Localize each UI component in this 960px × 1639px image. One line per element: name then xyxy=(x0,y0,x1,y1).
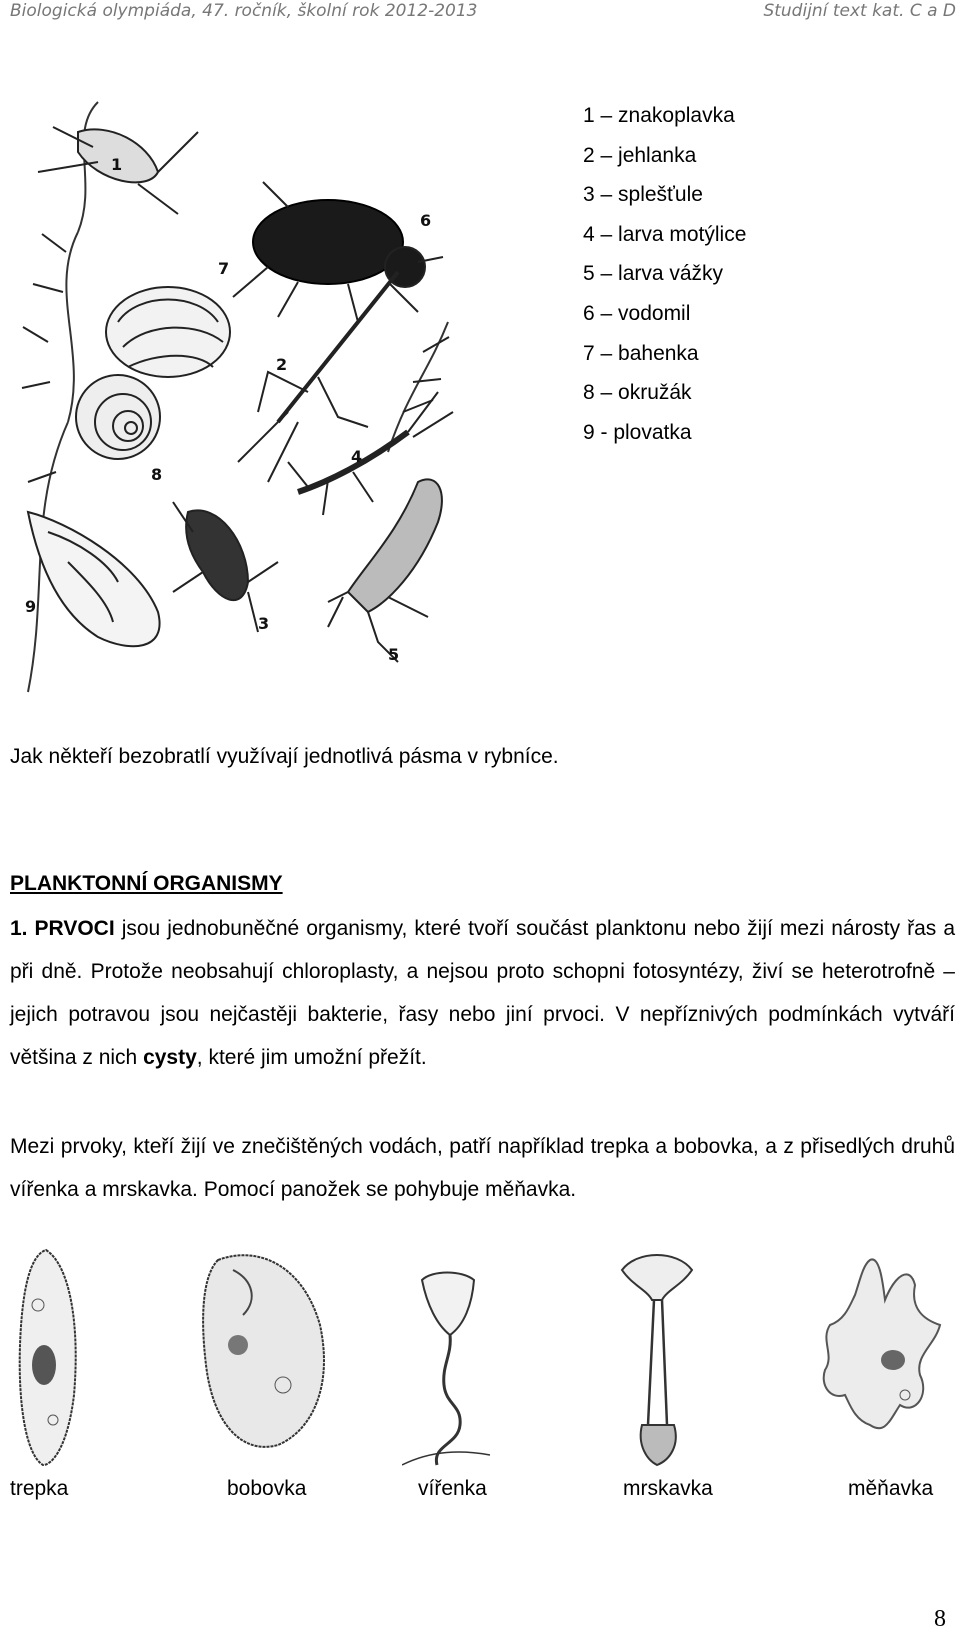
legend-item: 6 – vodomil xyxy=(583,301,691,325)
page-header xyxy=(0,0,960,26)
figure-label-3: 3 xyxy=(258,614,270,633)
figure-label-8: 8 xyxy=(151,465,163,484)
legend-item: 7 – bahenka xyxy=(583,341,699,365)
section-title: PLANKTONNÍ ORGANISMY xyxy=(10,872,283,895)
mrskavka-illustration xyxy=(612,1245,702,1470)
figure-label-7: 7 xyxy=(218,259,230,278)
organism-label-trepka: trepka xyxy=(10,1477,69,1500)
legend-item: 3 – splešťule xyxy=(583,183,703,207)
figure-legend xyxy=(583,103,746,459)
pond-invertebrates-illustration xyxy=(8,92,478,712)
header-left: Biologická olympiáda, 47. ročník, školní rok 2012-2013 xyxy=(10,1,478,21)
figure-label-5: 5 xyxy=(388,645,400,664)
organism-label-menavka: měňavka xyxy=(848,1477,934,1500)
paragraph-polluted-water: Mezi prvoky, kteří žijí ve znečištěných vodách, patří například trepka a bobovka, a z přisedlých druhů vířenka a mrskavka. Pomocí panožek se pohybuje měňavka. xyxy=(10,1135,955,1201)
trepka-illustration xyxy=(8,1245,88,1470)
page-number: 8 xyxy=(934,1606,946,1632)
header-right: Studijní text kat. C a D xyxy=(763,1,956,21)
paragraph-protozoa xyxy=(10,907,955,1079)
menavka-illustration xyxy=(815,1245,945,1470)
legend-item: 5 – larva vážky xyxy=(583,262,724,286)
legend-item: 1 – znakoplavka xyxy=(583,104,735,127)
figure-label-9: 9 xyxy=(25,597,37,616)
figure-label-4: 4 xyxy=(351,447,363,466)
figure-label-1: 1 xyxy=(111,155,123,174)
paragraph-heading: 1. PRVOCI xyxy=(10,917,115,940)
organism-label-mrskavka: mrskavka xyxy=(623,1477,713,1500)
paragraph-text: , které jim umožní přežít. xyxy=(196,1046,427,1069)
organism-label-virenka: vířenka xyxy=(418,1477,487,1500)
virenka-illustration xyxy=(402,1245,492,1470)
legend-item: 4 – larva motýlice xyxy=(583,222,747,246)
paragraph-text: jsou jednobuněčné organismy, které tvoří součást planktonu nebo žijí mezi nárosty řas a při dně. Protože neobsahují chloroplasty, a nejsou proto schopni fotosyntézy, živí se heterotrofně – jejich potravou jsou nejčastěji bakterie, řasy nebo jiní prvoci. V nepříznivých podmínkách vytváří většina z nich xyxy=(10,917,955,1069)
legend-item: 8 – okružák xyxy=(583,381,692,405)
bobovka-illustration xyxy=(198,1245,333,1470)
legend-item: 2 – jehlanka xyxy=(583,143,697,167)
organism-label-bobovka: bobovka xyxy=(227,1477,307,1500)
paragraph-bold-term: cysty xyxy=(143,1046,197,1069)
figure-label-6: 6 xyxy=(420,211,432,230)
figure-label-2: 2 xyxy=(276,355,288,374)
figure-caption: Jak někteří bezobratlí využívají jednotlivá pásma v rybníce. xyxy=(10,745,559,768)
legend-item: 9 - plovatka xyxy=(583,420,692,444)
